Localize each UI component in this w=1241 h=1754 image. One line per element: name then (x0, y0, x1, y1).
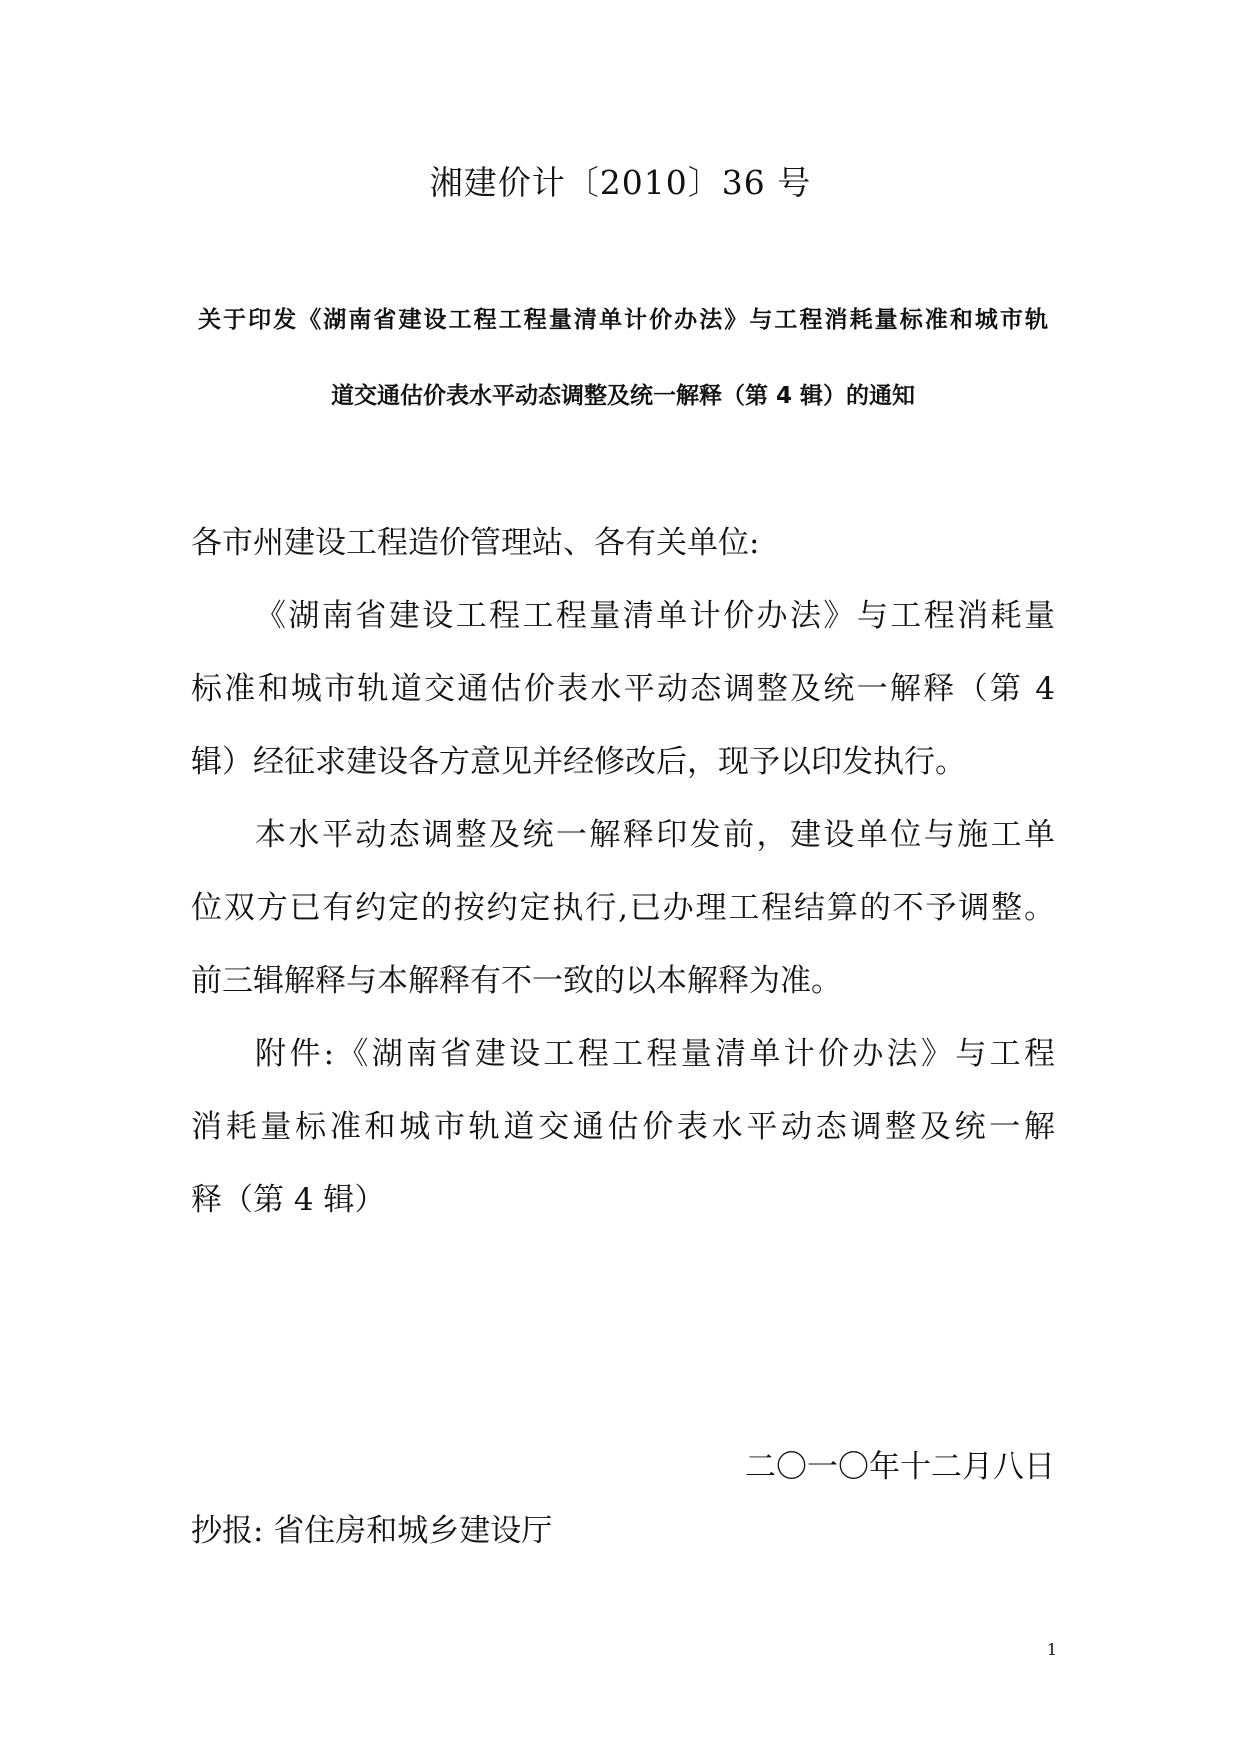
paragraph (191, 580, 1055, 799)
paragraph-line: 附件:《湖南省建设工程工程量清单计价办法》与工程 (255, 1036, 1055, 1072)
document-body (191, 507, 1055, 1237)
paragraph-line: 辑）经征求建设各方意见并经修改后，现予以印发执行。 (191, 744, 966, 780)
paragraph-line: 标准和城市轨道交通估价表水平动态调整及统一解释（第 4 (191, 671, 1055, 707)
salutation: 各市州建设工程造价管理站、各有关单位: (191, 525, 760, 561)
title-line: 关于印发《湖南省建设工程工程量清单计价办法》与工程消耗量标准和城市轨 (198, 307, 1048, 333)
paragraph-line: 本水平动态调整及统一解释印发前，建设单位与施工单 (255, 817, 1055, 853)
paragraph-line: 位双方已有约定的按约定执行,已办理工程结算的不予调整。 (191, 890, 1055, 926)
title-line: 道交通估价表水平动态调整及统一解释（第 4 辑）的通知 (330, 383, 916, 409)
cc-line: 抄报: 省住房和城乡建设厅 (191, 1513, 553, 1549)
paragraph-line: 消耗量标准和城市轨道交通估价表水平动态调整及统一解 (191, 1109, 1055, 1145)
page-number: 1 (1046, 1640, 1058, 1659)
paragraph-line: 释（第 4 辑） (191, 1182, 386, 1218)
paragraph-line: 《湖南省建设工程工程量清单计价办法》与工程消耗量 (255, 598, 1055, 634)
issue-date: 二〇一〇年十二月八日 (745, 1449, 1055, 1485)
paragraph-line: 前三辑解释与本解释有不一致的以本解释为准。 (191, 963, 842, 999)
attachment-paragraph (191, 1018, 1055, 1237)
document-number: 湘建价计〔2010〕36 号 (429, 163, 812, 202)
paragraph (191, 799, 1055, 1018)
